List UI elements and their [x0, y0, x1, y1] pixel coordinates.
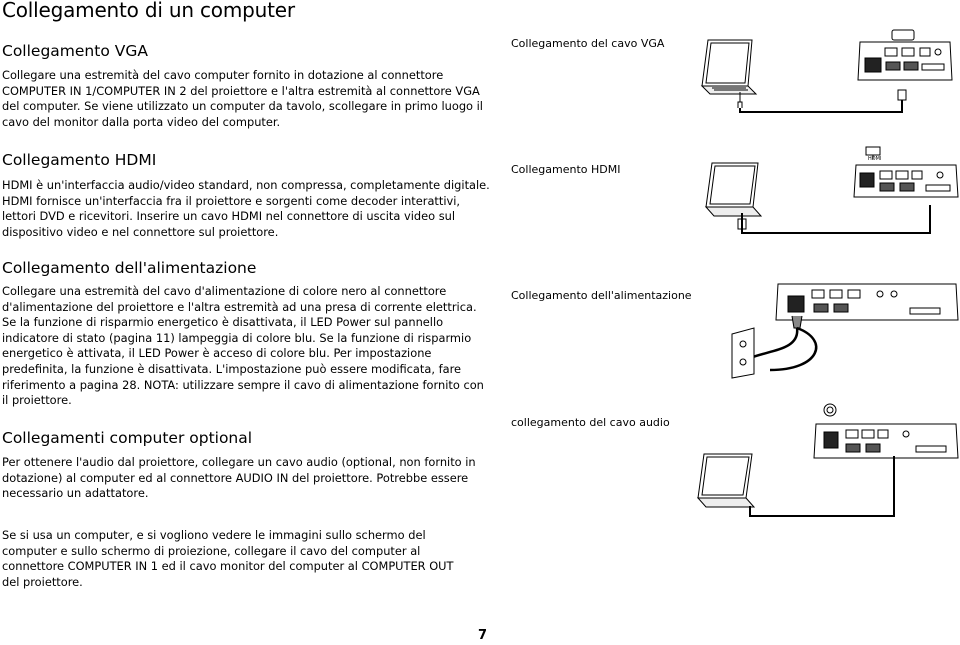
section-heading-optional: Collegamenti computer optional: [2, 429, 253, 447]
projector-back-panel-icon: [776, 284, 958, 320]
wall-outlet-icon: [732, 328, 754, 378]
laptop-icon: [706, 163, 761, 216]
section-heading-hdmi: Collegamento HDMI: [2, 151, 157, 169]
laptop-icon: [702, 40, 756, 94]
vga-connection-illustration: [680, 28, 960, 118]
projector-back-panel-icon: [854, 165, 958, 197]
laptop-icon: [698, 454, 754, 507]
page-number: 7: [478, 628, 488, 643]
section-heading-power: Collegamento dell'alimentazione: [2, 259, 257, 277]
page-title: Collegamento di un computer: [2, 0, 295, 22]
projector-back-panel-icon: [814, 424, 958, 458]
hdmi-connection-illustration: [690, 145, 960, 240]
section-body-power: Collegare una estremità del cavo d'alimentazione di colore nero al connettore d'alimentazione del proiettore e l'altra estremità ad una presa di corrente elettrica. Se la funzione di risparmio energetico è disattivata, il LED Power sul pannello indicatore di stato (pagina 11) lampeggia di colore blu. Se la funzione di risparmio energetico è attivata, il LED Power è acceso di colore blu. Per impostazione predefinita, la funzione è disattivata. L'impostazione può essere modificata, fare riferimento a pagina 28. NOTA: utilizzare sempre il cavo di alimentazione fornito con il proiettore.: [2, 284, 484, 408]
section-body-vga: Collegare una estremità del cavo computer fornito in dotazione al connettore COMPUTER IN 1/COMPUTER IN 2 del proiettore e l'altra estremità al connettore VGA del computer. Se viene utilizzato un computer da tavolo, scollegare in primo luogo il cavo del monitor dalla porta video del computer.: [2, 68, 483, 129]
figure-caption-hdmi: Collegamento HDMI: [511, 163, 621, 176]
hdmi-port-label: HDMI: [868, 156, 882, 162]
footer-note: Se si usa un computer, e si vogliono vedere le immagini sullo schermo del computer e sullo schermo di proiezione, collegare il cavo del computer al connettore COMPUTER IN 1 ed il cavo monitor del computer al COMPUTER OUT del proiettore.: [2, 528, 454, 589]
section-heading-vga: Collegamento VGA: [2, 42, 148, 60]
section-body-hdmi: HDMI è un'interfaccia audio/video standard, non compressa, completamente digitale. HDMI fornisce un'interfaccia fra il proiettore e sorgenti come decoder interattivi, lettori DVD e ricevitori. Inserire un cavo HDMI nel connettore di uscita video sul dispositivo video e nel connettore sul proiettore.: [2, 178, 490, 239]
figure-caption-vga: Collegamento del cavo VGA: [511, 37, 665, 50]
projector-back-panel-icon: [858, 30, 952, 80]
section-body-optional: Per ottenere l'audio dal proiettore, collegare un cavo audio (optional, non fornito in dotazione) al computer ed al connettore AUDIO IN del proiettore. Potrebbe essere necessario un adattatore.: [2, 455, 476, 501]
figure-caption-audio: collegamento del cavo audio: [511, 416, 670, 429]
power-connection-illustration: [730, 270, 960, 380]
audio-plug-icon: [824, 404, 836, 416]
figure-caption-power: Collegamento dell'alimentazione: [511, 289, 692, 302]
power-cable-icon: [750, 316, 816, 370]
audio-connection-illustration: [690, 400, 960, 520]
